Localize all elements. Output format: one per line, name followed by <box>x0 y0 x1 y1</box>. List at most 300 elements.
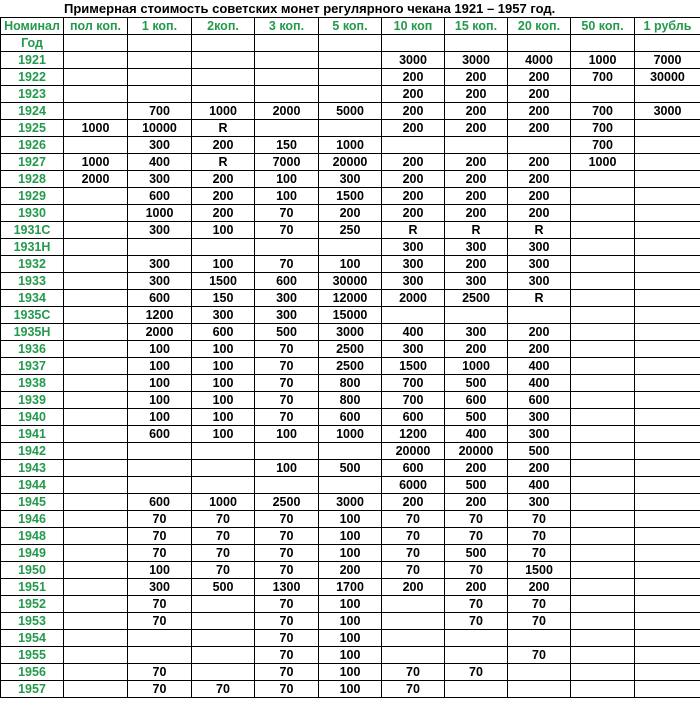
price-cell: 70 <box>128 613 192 630</box>
header-10-kopeck: 10 коп <box>382 18 445 35</box>
price-cell <box>64 86 128 103</box>
price-cell: 3000 <box>445 52 508 69</box>
price-cell <box>635 154 700 171</box>
price-cell: 200 <box>508 69 571 86</box>
price-cell: 70 <box>255 647 319 664</box>
price-cell: 200 <box>508 324 571 341</box>
price-cell: 100 <box>319 528 382 545</box>
price-cell: 100 <box>128 392 192 409</box>
price-cell <box>571 307 635 324</box>
price-cell <box>445 137 508 154</box>
price-cell <box>445 630 508 647</box>
price-cell: 70 <box>382 511 445 528</box>
price-cell <box>635 528 700 545</box>
price-cell <box>255 52 319 69</box>
coin-price-table <box>0 17 700 698</box>
year-cell: 1925 <box>1 120 64 137</box>
price-cell: 100 <box>319 511 382 528</box>
price-cell: 200 <box>508 171 571 188</box>
price-cell: 2000 <box>255 103 319 120</box>
price-cell: 3000 <box>382 52 445 69</box>
table-row <box>1 647 700 664</box>
price-cell: 70 <box>445 613 508 630</box>
price-cell: 200 <box>445 341 508 358</box>
price-cell <box>571 256 635 273</box>
price-cell: 500 <box>319 460 382 477</box>
price-cell <box>635 256 700 273</box>
price-cell: 200 <box>445 103 508 120</box>
header-half-kopeck: пол коп. <box>64 18 128 35</box>
price-cell <box>128 477 192 494</box>
price-cell <box>571 273 635 290</box>
header-1-kopeck: 1 коп. <box>128 18 192 35</box>
price-cell: 600 <box>508 392 571 409</box>
price-cell: 300 <box>319 171 382 188</box>
price-cell: 70 <box>382 528 445 545</box>
blank-cell <box>319 35 382 52</box>
price-cell: 200 <box>445 69 508 86</box>
price-cell: 3000 <box>319 324 382 341</box>
price-cell: 100 <box>192 392 255 409</box>
price-cell <box>382 307 445 324</box>
price-cell: 600 <box>192 324 255 341</box>
price-cell <box>571 375 635 392</box>
price-cell <box>635 171 700 188</box>
header-20-kopeck: 20 коп. <box>508 18 571 35</box>
price-cell: 700 <box>571 69 635 86</box>
price-cell: 700 <box>128 103 192 120</box>
price-cell <box>635 596 700 613</box>
price-cell: 70 <box>255 205 319 222</box>
price-cell: 70 <box>255 222 319 239</box>
price-cell <box>635 375 700 392</box>
price-cell: R <box>508 222 571 239</box>
price-cell <box>319 443 382 460</box>
year-cell: 1930 <box>1 205 64 222</box>
price-cell: 300 <box>508 273 571 290</box>
price-cell: 200 <box>508 460 571 477</box>
price-cell: 400 <box>445 426 508 443</box>
price-cell: 100 <box>192 409 255 426</box>
price-cell <box>128 647 192 664</box>
price-cell: 100 <box>192 341 255 358</box>
price-cell: 70 <box>255 511 319 528</box>
year-cell: 1934 <box>1 290 64 307</box>
price-cell: 500 <box>445 545 508 562</box>
price-cell: 70 <box>192 562 255 579</box>
price-cell: 300 <box>508 256 571 273</box>
year-cell: 1928 <box>1 171 64 188</box>
year-cell: 1937 <box>1 358 64 375</box>
price-cell: 600 <box>319 409 382 426</box>
year-cell: 1924 <box>1 103 64 120</box>
table-row <box>1 613 700 630</box>
price-cell: 200 <box>382 205 445 222</box>
price-cell <box>64 256 128 273</box>
price-cell: 700 <box>382 392 445 409</box>
year-cell: 1936 <box>1 341 64 358</box>
price-cell: 300 <box>382 239 445 256</box>
price-cell: 70 <box>508 528 571 545</box>
price-cell: 1000 <box>128 205 192 222</box>
table-row <box>1 596 700 613</box>
price-cell: 100 <box>319 596 382 613</box>
year-cell: 1949 <box>1 545 64 562</box>
price-cell <box>571 443 635 460</box>
price-cell: 70 <box>128 545 192 562</box>
price-cell: 1500 <box>192 273 255 290</box>
price-cell <box>508 137 571 154</box>
price-cell <box>571 188 635 205</box>
price-cell <box>192 647 255 664</box>
price-cell <box>508 630 571 647</box>
price-cell: 200 <box>445 188 508 205</box>
price-cell <box>64 681 128 698</box>
price-cell <box>319 69 382 86</box>
price-cell: 100 <box>255 188 319 205</box>
price-cell: 300 <box>382 273 445 290</box>
price-cell <box>635 647 700 664</box>
price-cell <box>445 681 508 698</box>
table-row <box>1 52 700 69</box>
header-denomination: Номинал <box>1 18 64 35</box>
price-cell: 2000 <box>64 171 128 188</box>
price-cell <box>635 120 700 137</box>
year-cell: 1923 <box>1 86 64 103</box>
header-50-kopeck: 50 коп. <box>571 18 635 35</box>
year-cell: 1921 <box>1 52 64 69</box>
price-cell <box>571 528 635 545</box>
price-cell: 500 <box>445 375 508 392</box>
blank-cell <box>192 35 255 52</box>
price-cell <box>64 307 128 324</box>
price-cell: 2000 <box>128 324 192 341</box>
price-cell: 500 <box>192 579 255 596</box>
price-cell <box>64 375 128 392</box>
year-cell: 1942 <box>1 443 64 460</box>
price-cell <box>571 324 635 341</box>
price-cell: 200 <box>382 171 445 188</box>
price-cell: 2500 <box>445 290 508 307</box>
price-cell <box>635 494 700 511</box>
price-cell <box>571 647 635 664</box>
year-cell: 1943 <box>1 460 64 477</box>
price-cell: 200 <box>382 103 445 120</box>
price-cell: R <box>192 120 255 137</box>
price-cell <box>255 69 319 86</box>
price-cell: 1700 <box>319 579 382 596</box>
price-cell: 70 <box>255 545 319 562</box>
price-cell <box>64 579 128 596</box>
price-cell: 70 <box>382 545 445 562</box>
table-row <box>1 494 700 511</box>
price-cell: 100 <box>128 409 192 426</box>
price-cell <box>319 120 382 137</box>
price-cell: 600 <box>445 392 508 409</box>
price-cell: 70 <box>128 511 192 528</box>
price-cell <box>635 664 700 681</box>
price-cell <box>382 137 445 154</box>
price-cell <box>571 460 635 477</box>
blank-cell <box>508 35 571 52</box>
price-cell <box>192 86 255 103</box>
price-cell: 200 <box>382 579 445 596</box>
price-cell: 70 <box>255 358 319 375</box>
price-cell: 500 <box>255 324 319 341</box>
year-cell: 1932 <box>1 256 64 273</box>
year-cell: 1946 <box>1 511 64 528</box>
price-cell <box>64 511 128 528</box>
price-cell <box>64 664 128 681</box>
blank-cell <box>571 35 635 52</box>
price-cell: 200 <box>508 86 571 103</box>
price-cell: 200 <box>382 86 445 103</box>
price-cell: 200 <box>382 69 445 86</box>
price-cell: 100 <box>319 630 382 647</box>
price-cell <box>635 341 700 358</box>
price-cell: 7000 <box>255 154 319 171</box>
price-cell <box>192 477 255 494</box>
table-row <box>1 443 700 460</box>
header-row <box>1 18 700 35</box>
price-cell: 2500 <box>319 341 382 358</box>
price-cell <box>64 494 128 511</box>
price-cell: 400 <box>128 154 192 171</box>
price-cell <box>571 426 635 443</box>
price-cell: 250 <box>319 222 382 239</box>
table-row <box>1 460 700 477</box>
price-cell: 70 <box>445 664 508 681</box>
price-cell <box>192 664 255 681</box>
price-cell: 70 <box>382 562 445 579</box>
price-cell: 20000 <box>445 443 508 460</box>
year-cell: 1922 <box>1 69 64 86</box>
price-cell: 200 <box>192 171 255 188</box>
price-cell <box>635 681 700 698</box>
table-row <box>1 358 700 375</box>
price-cell <box>64 341 128 358</box>
price-cell: 200 <box>445 205 508 222</box>
header-1-ruble: 1 рубль <box>635 18 700 35</box>
price-cell <box>635 239 700 256</box>
price-cell: 300 <box>508 239 571 256</box>
price-cell: 700 <box>571 137 635 154</box>
price-cell: 100 <box>192 426 255 443</box>
price-cell <box>508 307 571 324</box>
table-row <box>1 273 700 290</box>
blank-cell <box>255 35 319 52</box>
price-cell: 100 <box>192 222 255 239</box>
price-cell <box>64 69 128 86</box>
price-cell: 70 <box>255 392 319 409</box>
price-cell: 100 <box>319 256 382 273</box>
year-cell: 1941 <box>1 426 64 443</box>
price-cell <box>635 188 700 205</box>
table-row <box>1 545 700 562</box>
year-cell: 1940 <box>1 409 64 426</box>
price-cell: 200 <box>508 120 571 137</box>
price-cell: 70 <box>382 664 445 681</box>
price-cell <box>571 596 635 613</box>
price-cell <box>64 562 128 579</box>
price-cell <box>319 477 382 494</box>
price-cell: 200 <box>508 579 571 596</box>
price-cell: 200 <box>508 188 571 205</box>
price-cell <box>128 86 192 103</box>
year-cell: 1954 <box>1 630 64 647</box>
price-cell: 700 <box>571 103 635 120</box>
price-cell: R <box>445 222 508 239</box>
price-cell: 12000 <box>319 290 382 307</box>
table-row <box>1 239 700 256</box>
price-cell: 20000 <box>319 154 382 171</box>
price-cell: 700 <box>382 375 445 392</box>
price-cell <box>571 409 635 426</box>
price-cell: 100 <box>319 613 382 630</box>
price-cell <box>255 443 319 460</box>
price-cell <box>319 86 382 103</box>
price-cell <box>571 630 635 647</box>
price-cell: 1500 <box>319 188 382 205</box>
year-cell: 1944 <box>1 477 64 494</box>
price-cell: 300 <box>128 579 192 596</box>
price-cell: 200 <box>445 460 508 477</box>
price-cell: 200 <box>445 256 508 273</box>
year-cell: 1951 <box>1 579 64 596</box>
price-cell: 100 <box>128 375 192 392</box>
price-cell: 150 <box>192 290 255 307</box>
table-row <box>1 256 700 273</box>
price-cell <box>571 392 635 409</box>
price-cell <box>382 647 445 664</box>
price-cell: 70 <box>128 664 192 681</box>
price-cell: 200 <box>508 341 571 358</box>
price-cell <box>64 290 128 307</box>
price-cell: 300 <box>445 324 508 341</box>
price-cell: 200 <box>508 154 571 171</box>
price-cell <box>255 120 319 137</box>
price-cell <box>635 392 700 409</box>
price-cell: 300 <box>255 307 319 324</box>
price-cell: 300 <box>445 239 508 256</box>
price-cell: 600 <box>382 460 445 477</box>
price-cell: 4000 <box>508 52 571 69</box>
price-cell <box>635 358 700 375</box>
price-cell <box>635 511 700 528</box>
price-cell: 2500 <box>255 494 319 511</box>
price-cell: 70 <box>255 613 319 630</box>
price-cell: 300 <box>255 290 319 307</box>
price-cell <box>571 239 635 256</box>
price-cell: 7000 <box>635 52 700 69</box>
price-cell: 200 <box>319 562 382 579</box>
price-cell: 200 <box>445 579 508 596</box>
price-cell: 400 <box>508 477 571 494</box>
price-cell: R <box>508 290 571 307</box>
price-cell: 70 <box>128 681 192 698</box>
price-cell: 600 <box>255 273 319 290</box>
price-cell: 100 <box>319 681 382 698</box>
price-cell: 200 <box>382 494 445 511</box>
price-cell <box>635 324 700 341</box>
price-cell <box>192 460 255 477</box>
price-cell <box>255 477 319 494</box>
price-cell: 100 <box>255 426 319 443</box>
price-cell <box>192 52 255 69</box>
price-cell: 300 <box>508 409 571 426</box>
price-cell: 100 <box>319 647 382 664</box>
price-cell <box>571 86 635 103</box>
price-cell: 100 <box>128 358 192 375</box>
price-cell: 100 <box>128 562 192 579</box>
price-cell <box>571 477 635 494</box>
price-cell: 100 <box>192 375 255 392</box>
price-cell: 70 <box>445 511 508 528</box>
price-cell: 1000 <box>319 137 382 154</box>
price-cell: 1000 <box>571 52 635 69</box>
price-cell <box>571 681 635 698</box>
year-cell: 1935С <box>1 307 64 324</box>
price-cell <box>635 86 700 103</box>
price-cell <box>64 137 128 154</box>
price-cell: 100 <box>192 358 255 375</box>
price-cell: 70 <box>255 528 319 545</box>
price-cell: 500 <box>445 409 508 426</box>
price-cell <box>571 664 635 681</box>
price-cell: 70 <box>128 528 192 545</box>
price-cell: 70 <box>255 375 319 392</box>
header-15-kopeck: 15 коп. <box>445 18 508 35</box>
price-cell: 70 <box>255 630 319 647</box>
price-cell: 300 <box>128 222 192 239</box>
price-cell: 600 <box>128 494 192 511</box>
table-row <box>1 511 700 528</box>
price-cell: 200 <box>508 103 571 120</box>
year-cell: 1935Н <box>1 324 64 341</box>
price-cell: 20000 <box>382 443 445 460</box>
price-cell <box>64 477 128 494</box>
price-cell <box>64 239 128 256</box>
price-cell <box>635 426 700 443</box>
price-cell <box>382 613 445 630</box>
price-cell <box>571 511 635 528</box>
table-body <box>1 52 700 698</box>
price-cell <box>64 205 128 222</box>
price-cell <box>64 188 128 205</box>
price-cell: 300 <box>128 137 192 154</box>
price-cell: 200 <box>192 137 255 154</box>
price-cell: 3000 <box>635 103 700 120</box>
price-cell <box>64 613 128 630</box>
price-cell <box>64 528 128 545</box>
price-cell: 1000 <box>64 120 128 137</box>
price-cell: 200 <box>319 205 382 222</box>
price-cell: 70 <box>255 596 319 613</box>
price-cell: 1000 <box>319 426 382 443</box>
table-row <box>1 375 700 392</box>
price-cell: 400 <box>382 324 445 341</box>
price-cell: 300 <box>445 273 508 290</box>
price-cell <box>64 392 128 409</box>
price-cell: 1000 <box>192 103 255 120</box>
price-cell: 2000 <box>382 290 445 307</box>
table-row <box>1 426 700 443</box>
header-5-kopeck: 5 коп. <box>319 18 382 35</box>
table-row <box>1 477 700 494</box>
price-cell <box>64 426 128 443</box>
blank-cell <box>445 35 508 52</box>
price-cell <box>192 613 255 630</box>
